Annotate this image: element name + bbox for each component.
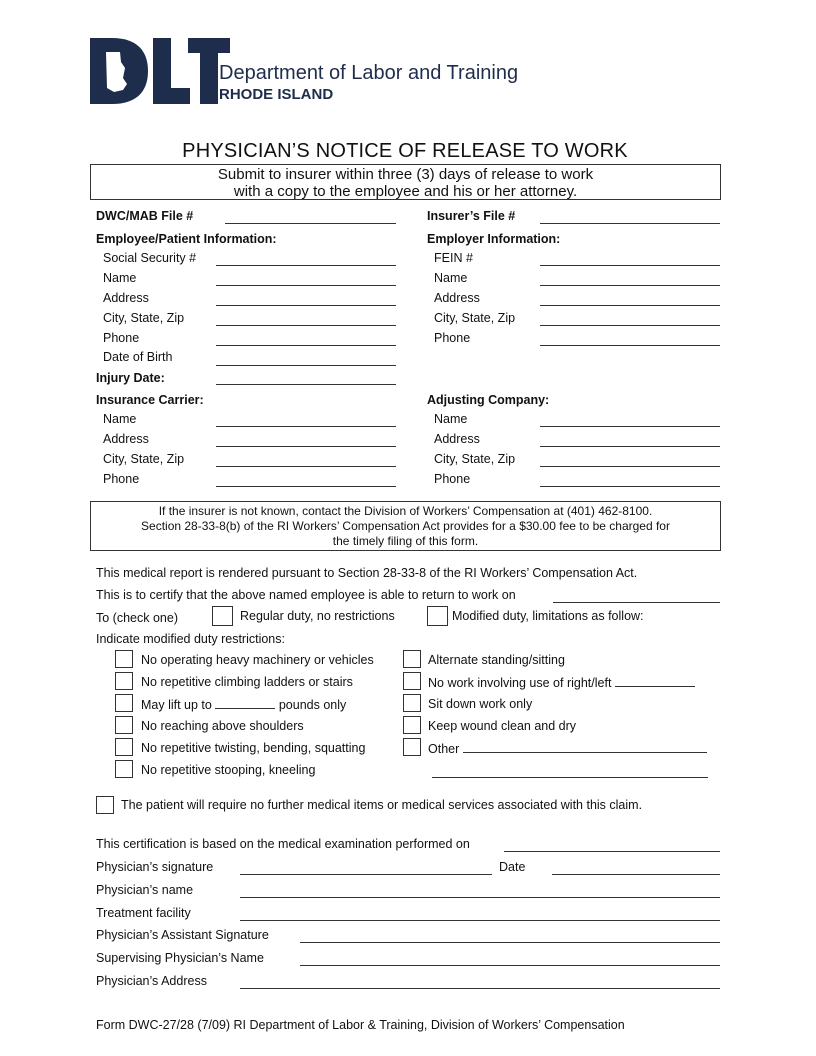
- restriction-checkbox-stooping[interactable]: [115, 760, 133, 778]
- carrier-city-label: City, State, Zip: [103, 452, 185, 466]
- employer-city-field[interactable]: [540, 325, 720, 326]
- employee-city-label: City, State, Zip: [103, 311, 185, 325]
- restriction-checkbox-reaching[interactable]: [115, 716, 133, 734]
- restriction-checkbox-twisting[interactable]: [115, 738, 133, 756]
- pa-signature-field[interactable]: [300, 942, 720, 943]
- lift-pounds-field[interactable]: [215, 697, 275, 709]
- exam-date-label: This certification is based on the medical examination performed on: [96, 837, 470, 851]
- regular-duty-checkbox[interactable]: [212, 606, 233, 626]
- employer-fein-field[interactable]: [540, 265, 720, 266]
- insurer-file-label: Insurer’s File #: [427, 209, 516, 223]
- employee-heading: Employee/Patient Information:: [96, 232, 277, 246]
- employer-phone-label: Phone: [434, 331, 471, 345]
- physician-address-label: Physician’s Address: [96, 974, 207, 988]
- carrier-city-field[interactable]: [216, 466, 396, 467]
- employee-address-label: Address: [103, 291, 149, 305]
- signature-date-field[interactable]: [552, 874, 720, 875]
- carrier-phone-field[interactable]: [216, 486, 396, 487]
- notice-line-1: If the insurer is not known, contact the Division of Workers’ Compensation at (401) 462-8100.: [158, 504, 653, 518]
- physician-address-field[interactable]: [240, 988, 720, 989]
- submit-instructions-box: [90, 164, 721, 200]
- restriction-label-lift: May lift up to: [141, 698, 212, 712]
- restriction-checkbox-standing-sitting[interactable]: [403, 650, 421, 668]
- restriction-checkbox-wound[interactable]: [403, 716, 421, 734]
- no-further-services-checkbox[interactable]: [96, 796, 114, 814]
- employer-address-field[interactable]: [540, 305, 720, 306]
- supervising-physician-field[interactable]: [300, 965, 720, 966]
- restriction-label-twisting: No repetitive twisting, bending, squatting: [141, 741, 366, 755]
- physician-name-field[interactable]: [240, 897, 720, 898]
- restriction-label-sit-down: Sit down work only: [428, 697, 533, 711]
- restriction-right-left-row: [428, 675, 695, 691]
- restriction-label-standing-sitting: Alternate standing/sitting: [428, 653, 565, 667]
- restriction-label-other: Other: [428, 742, 460, 756]
- employee-city-field[interactable]: [216, 325, 396, 326]
- employee-name-label: Name: [103, 271, 137, 285]
- restriction-checkbox-climbing[interactable]: [115, 672, 133, 690]
- adjusting-address-field[interactable]: [540, 446, 720, 447]
- restriction-checkbox-lift[interactable]: [115, 694, 133, 712]
- employee-name-field[interactable]: [216, 285, 396, 286]
- treatment-facility-label: Treatment facility: [96, 906, 191, 920]
- adjusting-name-field[interactable]: [540, 426, 720, 427]
- restrictions-heading: Indicate modified duty restrictions:: [96, 632, 285, 646]
- return-to-work-date-field[interactable]: [553, 602, 720, 603]
- physician-signature-label: Physician’s signature: [96, 860, 214, 874]
- dwc-file-label: DWC/MAB File #: [96, 209, 194, 223]
- employer-phone-field[interactable]: [540, 345, 720, 346]
- injury-date-field[interactable]: [216, 384, 396, 385]
- restriction-label-climbing: No repetitive climbing ladders or stairs: [141, 675, 353, 689]
- logo-state-name: RHODE ISLAND: [219, 86, 334, 103]
- restriction-label-reaching: No reaching above shoulders: [141, 719, 304, 733]
- employer-address-label: Address: [434, 291, 480, 305]
- exam-date-field[interactable]: [504, 851, 720, 852]
- restriction-label-right-left: No work involving use of right/left: [428, 676, 612, 690]
- regular-duty-label: Regular duty, no restrictions: [240, 609, 395, 623]
- supervising-physician-label: Supervising Physician’s Name: [96, 951, 264, 965]
- restriction-checkbox-heavy-machinery[interactable]: [115, 650, 133, 668]
- carrier-name-field[interactable]: [216, 426, 396, 427]
- employer-city-label: City, State, Zip: [434, 311, 516, 325]
- employee-ssn-label: Social Security #: [103, 251, 197, 265]
- certify-statement: This is to certify that the above named employee is able to return to work on: [96, 588, 516, 602]
- employee-dob-field[interactable]: [216, 365, 396, 366]
- adjusting-address-label: Address: [434, 432, 480, 446]
- logo-letter-l: [153, 38, 190, 104]
- pa-signature-label: Physician’s Assistant Signature: [96, 928, 269, 942]
- employee-address-field[interactable]: [216, 305, 396, 306]
- submit-line-1: Submit to insurer within three (3) days of release to work: [217, 166, 594, 183]
- restriction-checkbox-other[interactable]: [403, 738, 421, 756]
- adjusting-phone-label: Phone: [434, 472, 471, 486]
- injury-date-label: Injury Date:: [96, 371, 165, 385]
- right-left-field[interactable]: [615, 675, 695, 687]
- lift-pounds-suffix: pounds only: [278, 698, 347, 712]
- carrier-heading: Insurance Carrier:: [96, 393, 204, 407]
- employee-phone-label: Phone: [103, 331, 140, 345]
- insurer-file-field[interactable]: [540, 223, 720, 224]
- adjusting-city-label: City, State, Zip: [434, 452, 516, 466]
- restriction-lift-row: [141, 697, 346, 713]
- restriction-other-row: [428, 741, 707, 757]
- restriction-label-wound: Keep wound clean and dry: [428, 719, 577, 733]
- report-statement: This medical report is rendered pursuant to Section 28-33-8 of the RI Workers’ Compensation Act.: [96, 566, 638, 580]
- modified-duty-checkbox[interactable]: [427, 606, 448, 626]
- employee-ssn-field[interactable]: [216, 265, 396, 266]
- insurer-notice-box: [90, 501, 721, 551]
- treatment-facility-field[interactable]: [240, 920, 720, 921]
- page-title: PHYSICIAN’S NOTICE OF RELEASE TO WORK: [182, 140, 628, 162]
- carrier-phone-label: Phone: [103, 472, 140, 486]
- other-restriction-field[interactable]: [463, 741, 707, 753]
- adjusting-heading: Adjusting Company:: [427, 393, 550, 407]
- dlt-logo: [90, 38, 230, 104]
- restriction-checkbox-right-left[interactable]: [403, 672, 421, 690]
- carrier-address-field[interactable]: [216, 446, 396, 447]
- other-restriction-field-2[interactable]: [432, 777, 708, 778]
- employee-dob-label: Date of Birth: [103, 350, 173, 364]
- employer-fein-label: FEIN #: [434, 251, 473, 265]
- restriction-label-stooping: No repetitive stooping, kneeling: [141, 763, 316, 777]
- no-further-services-label: The patient will require no further medical items or medical services associated with this claim.: [121, 798, 643, 812]
- employer-name-field[interactable]: [540, 285, 720, 286]
- restriction-label-heavy-machinery: No operating heavy machinery or vehicles: [141, 653, 374, 667]
- employer-heading: Employer Information:: [427, 232, 561, 246]
- logo-department-name: Department of Labor and Training: [219, 62, 519, 84]
- check-one-label: To (check one): [96, 611, 178, 625]
- carrier-name-label: Name: [103, 412, 137, 426]
- form-footer: Form DWC-27/28 (7/09) RI Department of Labor & Training, Division of Workers’ Compensation: [96, 1018, 625, 1032]
- adjusting-phone-field[interactable]: [540, 486, 720, 487]
- notice-line-2: Section 28-33-8(b) of the RI Workers’ Compensation Act provides for a $30.00 fee to be charged for: [141, 519, 670, 533]
- carrier-address-label: Address: [103, 432, 149, 446]
- notice-line-3: the timely filing of this form.: [332, 534, 479, 548]
- employer-name-label: Name: [434, 271, 468, 285]
- employee-phone-field[interactable]: [216, 345, 396, 346]
- physician-name-label: Physician’s name: [96, 883, 194, 897]
- adjusting-city-field[interactable]: [540, 466, 720, 467]
- physician-signature-field[interactable]: [240, 874, 492, 875]
- dwc-file-field[interactable]: [225, 223, 396, 224]
- restriction-checkbox-sit-down[interactable]: [403, 694, 421, 712]
- submit-line-2: with a copy to the employee and his or her attorney.: [233, 183, 578, 200]
- adjusting-name-label: Name: [434, 412, 468, 426]
- modified-duty-label: Modified duty, limitations as follow:: [452, 609, 644, 623]
- signature-date-label: Date: [499, 860, 526, 874]
